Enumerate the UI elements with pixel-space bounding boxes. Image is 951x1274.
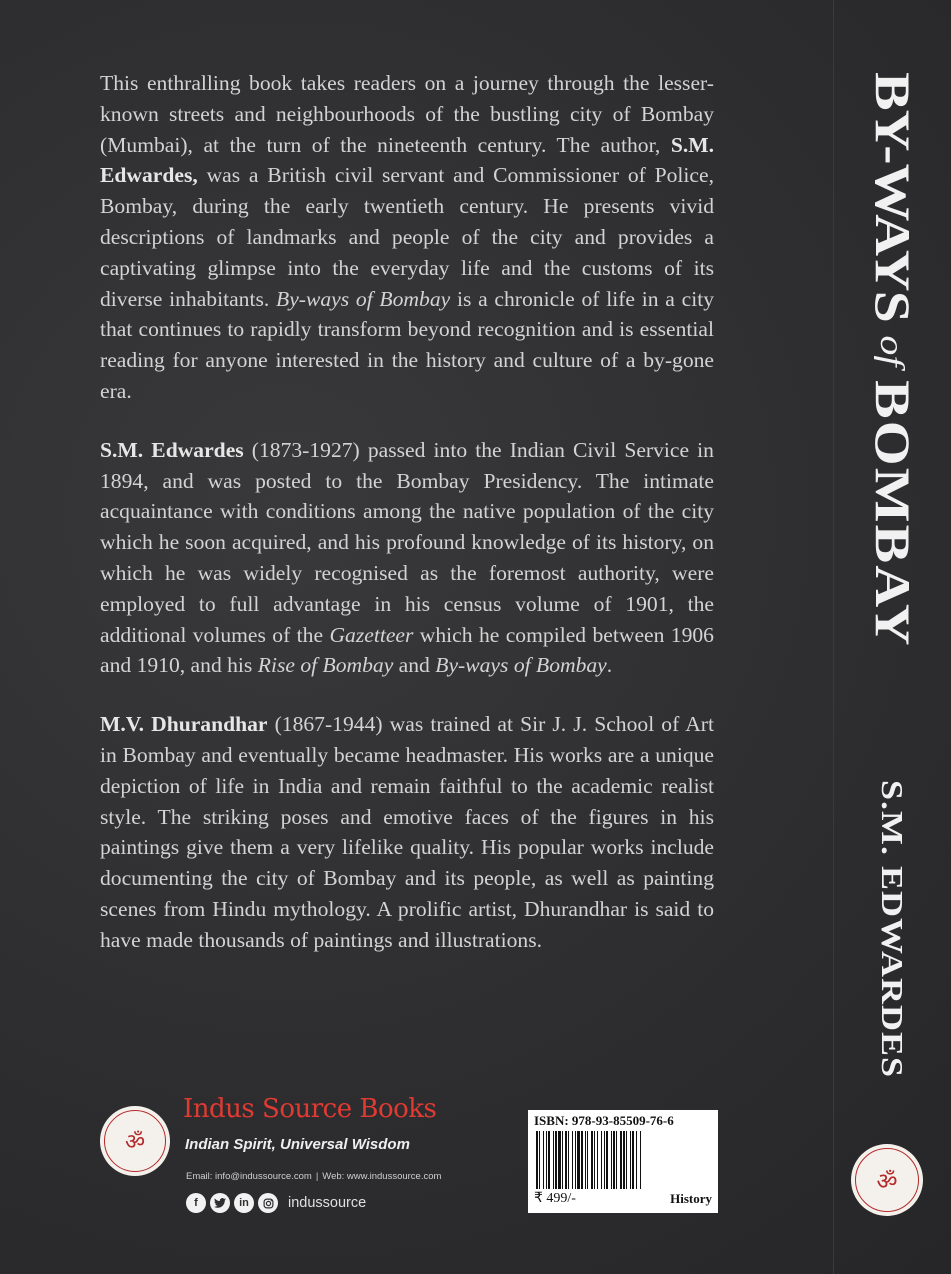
barcode-bar bbox=[601, 1131, 602, 1189]
barcode-bar bbox=[577, 1131, 580, 1189]
publisher-logo-emblem-icon: ॐ bbox=[104, 1110, 166, 1172]
barcode-bar bbox=[575, 1131, 576, 1189]
author-bio-byways-title: By-ways of Bombay bbox=[435, 653, 607, 678]
blurb-text: is a chronicle of life in a city that continues to rapidly transform beyond recognition and is essential reading for anyone interested in the history and culture of a by-gone era. bbox=[100, 286, 714, 403]
barcode-bar bbox=[604, 1131, 605, 1189]
blurb-author-name: S.M. Edwardes, bbox=[100, 132, 714, 188]
barcode-bar bbox=[558, 1131, 561, 1189]
back-cover-text bbox=[100, 68, 714, 984]
barcode-bar bbox=[539, 1131, 540, 1189]
barcode-bar bbox=[572, 1131, 573, 1189]
blurb-text: This enthralling book takes readers on a journey through the lesser-known streets and neighbourhoods of the bustling city of Bombay (Mumbai), at the turn of the nineteenth century. The author, bbox=[100, 71, 714, 157]
barcode-bar bbox=[616, 1131, 617, 1189]
barcode-bar bbox=[562, 1131, 563, 1189]
publisher-logo bbox=[100, 1106, 170, 1176]
twitter-icon bbox=[210, 1193, 230, 1213]
spine-author: S.M. EDWARDES bbox=[875, 780, 909, 1079]
barcode-bar bbox=[594, 1131, 595, 1189]
author-bio-rise-title: Rise of Bombay bbox=[257, 653, 394, 678]
publisher-web: Web: www.indussource.com bbox=[322, 1171, 442, 1182]
instagram-icon bbox=[258, 1193, 278, 1213]
spine-title-byways: BY-WAYS bbox=[864, 72, 921, 322]
spine-publisher-logo bbox=[851, 1144, 923, 1216]
spine-logo-emblem-icon: ॐ bbox=[855, 1148, 919, 1212]
barcode-bar bbox=[636, 1131, 637, 1189]
facebook-icon: f bbox=[186, 1193, 206, 1213]
barcode-icon bbox=[534, 1131, 712, 1189]
publisher-email: Email: info@indussource.com bbox=[186, 1171, 312, 1182]
blurb-text: was a British civil servant and Commissioner of Police, Bombay, during the early twentieth century. He presents vivid descriptions of landmarks and people of the city and provides a captivating glimpse into the everyday life and the customs of its diverse inhabitants. bbox=[100, 163, 714, 311]
publisher-name: Indus Source Books bbox=[183, 1094, 437, 1124]
barcode-bar bbox=[565, 1131, 567, 1189]
spine-divider bbox=[833, 0, 834, 1274]
barcode-bar bbox=[555, 1131, 557, 1189]
social-links bbox=[186, 1193, 366, 1213]
author-bio-name: S.M. Edwardes bbox=[100, 437, 244, 462]
author-bio-text: . bbox=[606, 653, 613, 678]
barcode-bar bbox=[613, 1131, 615, 1189]
barcode-bar bbox=[626, 1131, 627, 1189]
barcode-bar bbox=[630, 1131, 631, 1189]
spine-title-bombay: BOMBAY bbox=[864, 379, 921, 648]
barcode-bar bbox=[640, 1131, 641, 1189]
contact-separator: | bbox=[315, 1171, 319, 1182]
author-bio-text: which he compiled between 1906 and 1910, and his bbox=[100, 622, 714, 678]
barcode-bar bbox=[585, 1131, 586, 1189]
blurb-book-title: By-ways of Bombay bbox=[276, 286, 451, 311]
author-bio-gazetteer: Gazetteer bbox=[329, 622, 414, 647]
barcode-bar bbox=[620, 1131, 622, 1189]
author-bio-paragraph bbox=[100, 435, 714, 681]
barcode-bar bbox=[587, 1131, 588, 1189]
barcode-bar bbox=[632, 1131, 634, 1189]
barcode-bar bbox=[536, 1131, 538, 1189]
social-handle: indussource bbox=[288, 1195, 367, 1211]
category-label: History bbox=[670, 1191, 712, 1206]
barcode-bar bbox=[548, 1131, 550, 1189]
barcode-bar bbox=[568, 1131, 569, 1189]
author-bio-text: and bbox=[393, 653, 436, 678]
barcode-bar bbox=[543, 1131, 544, 1189]
barcode-bar bbox=[581, 1131, 583, 1189]
barcode-bar bbox=[591, 1131, 593, 1189]
price-label: ₹ 499/- bbox=[534, 1191, 576, 1206]
artist-bio-text: (1867-1944) was trained at Sir J. J. School of Art in Bombay and eventually became headmaster. His works are a unique depiction of life in India and remain faithful to the academic realist style. The striking poses and emotive faces of the figures in his paintings give them a very lifelike quality. His popular works include documenting the city of Bombay and its people, as well as painting scenes from Hindu mythology. A prolific artist, Dhurandhar is said to have made thousands of paintings and illustrations. bbox=[100, 712, 714, 952]
barcode-bar bbox=[553, 1131, 554, 1189]
isbn-barcode-box bbox=[528, 1110, 718, 1213]
artist-bio-paragraph bbox=[100, 709, 714, 955]
publisher-tagline: Indian Spirit, Universal Wisdom bbox=[185, 1136, 410, 1153]
author-bio-text: (1873-1927) passed into the Indian Civil Service in 1894, and was posted to the Bombay Presidency. The intimate acquaintance with conditions among the native population of the city which he soon acquired, and his profound knowledge of its history, on which he was widely recognised as the foremost authority, were employed to full advantage in his census volume of 1901, the additional volumes of the bbox=[100, 437, 714, 647]
blurb-paragraph bbox=[100, 68, 714, 407]
barcode-bar bbox=[606, 1131, 608, 1189]
artist-bio-name: M.V. Dhurandhar bbox=[100, 712, 268, 737]
publisher-contact bbox=[186, 1171, 445, 1182]
price-row bbox=[534, 1191, 712, 1207]
spine-title bbox=[864, 72, 921, 648]
barcode-bar bbox=[597, 1131, 598, 1189]
isbn-number: ISBN: 978-93-85509-76-6 bbox=[534, 1113, 674, 1128]
linkedin-icon: in bbox=[234, 1193, 254, 1213]
barcode-bar bbox=[546, 1131, 547, 1189]
barcode-bar bbox=[611, 1131, 612, 1189]
spine-title-of: of bbox=[873, 335, 912, 367]
barcode-bar bbox=[623, 1131, 625, 1189]
